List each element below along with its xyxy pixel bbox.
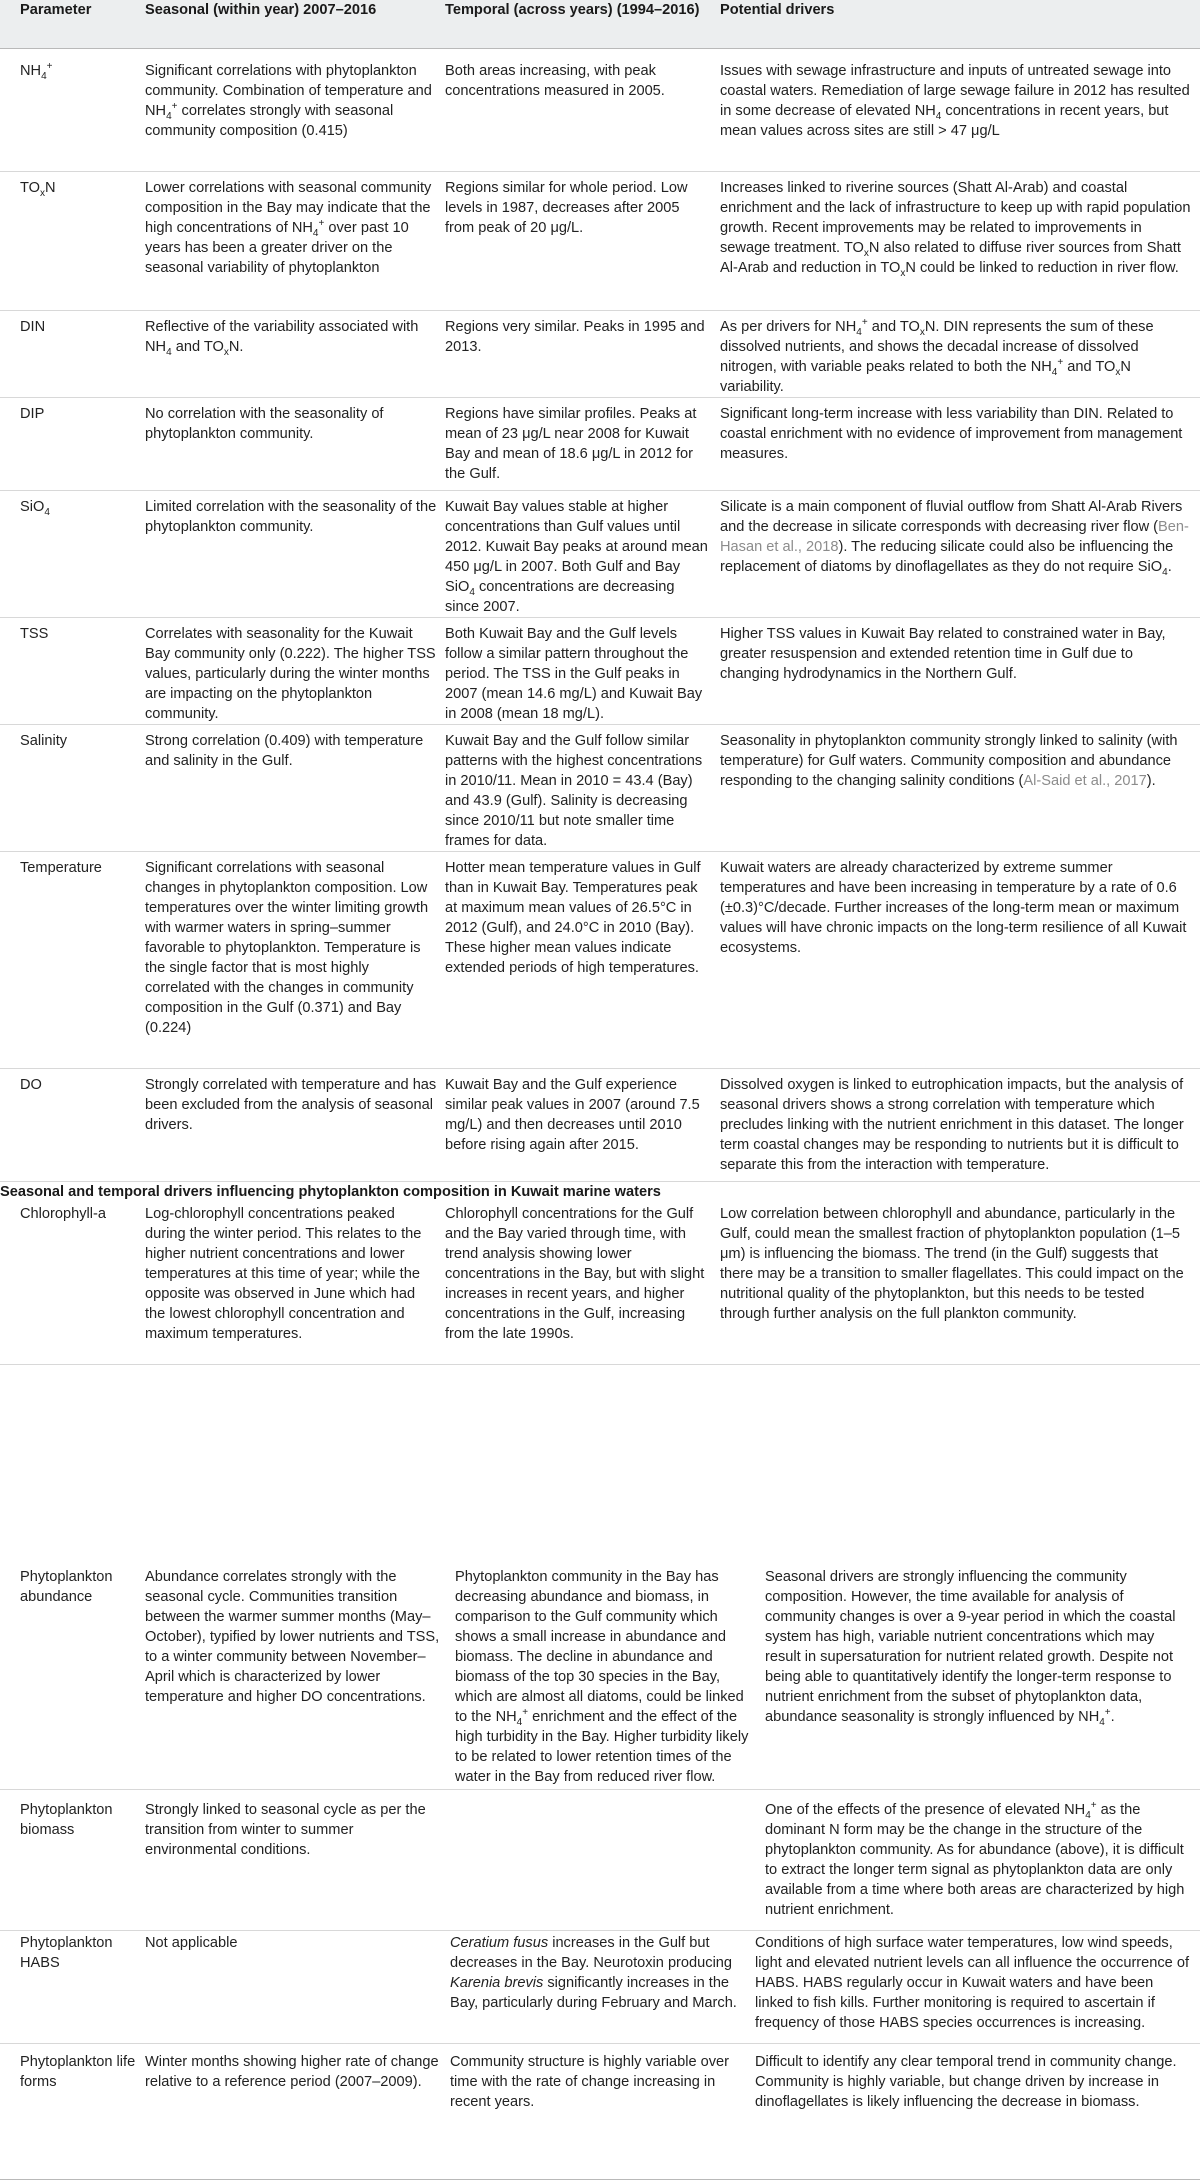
temporal-cell: Kuwait Bay and the Gulf follow similar patterns with the highest concentrations in 2010/11. Mean in 2010 = 43.4 (Bay) and 43.9 (Gulf). Salinity is decreasing since 2010/11 but note smaller time frames for data.	[445, 725, 720, 852]
parameter-cell: DIP	[0, 398, 145, 491]
temporal-cell: Chlorophyll concentrations for the Gulf and the Bay varied through time, with trend analysis showing lower concentrations in the Bay, but with slight increases in recent years, and higher concentrations in the Gulf, increasing from the late 1990s.	[445, 1202, 720, 1365]
table-row	[0, 1555, 1200, 1790]
seasonal-cell: Strongly correlated with temperature and has been excluded from the analysis of seasonal drivers.	[145, 1069, 445, 1182]
seasonal-cell: Strongly linked to seasonal cycle as per the transition from winter to summer environmental conditions.	[145, 1790, 455, 1931]
table-bottom-rule	[0, 2179, 1200, 2180]
drivers-cell: As per drivers for $NH_4^+$ and $TO_xN$. DIN represents the sum of these dissolved nutrients, and shows the decadal increase of dissolved nitrogen, with variable peaks related to both the $NH_4^+$ and $TO_xN$ variability.	[720, 311, 1200, 398]
temporal-cell: Both areas increasing, with peak concentrations measured in 2005.	[445, 49, 720, 172]
header-temporal: Temporal (across years) (1994–2016)	[445, 0, 720, 49]
citation-link[interactable]: Ben-Hasan et al., 2018	[720, 519, 1189, 555]
seasonal-cell: Log-chlorophyll concentrations peaked during the winter period. This relates to the higher nutrient concentrations and lower temperatures at this time of year; while the opposite was observed in June which had the lowest chlorophyll concentration and maximum temperatures.	[145, 1202, 445, 1365]
table-row	[0, 1069, 1200, 1182]
drivers-table-tail	[0, 1925, 1200, 2152]
drivers-cell: Seasonality in phytoplankton community strongly linked to salinity (with temperature) for Gulf waters. Community composition and abundance responding to the changing salinity conditions (Al-Said et al., 2017).	[720, 725, 1200, 852]
table-row	[0, 49, 1200, 172]
parameter-cell: Phytoplankton abundance	[0, 1555, 145, 1790]
temporal-cell: Regions have similar profiles. Peaks at mean of 23 μg/L near 2008 for Kuwait Bay and mean of 18.6 μg/L in 2012 for the Gulf.	[445, 398, 720, 491]
parameter-cell: SiO$_4$	[0, 491, 145, 618]
temporal-cell: Community structure is highly variable over time with the rate of change increasing in recent years.	[450, 2054, 730, 2110]
table-row	[0, 618, 1200, 725]
drivers-cell: Conditions of high surface water temperatures, low wind speeds, light and elevated nutrient levels can all influence the occurrence of HABS. HABS regularly occur in Kuwait waters and have been linked to fish kills. Further monitoring is required to ascertain if frequency of those HABS species occurrences is increasing.	[755, 1925, 1200, 2044]
parameter-cell: Phytoplankton biomass	[0, 1790, 145, 1931]
drivers-cell: Dissolved oxygen is linked to eutrophication impacts, but the analysis of seasonal drivers shows a strong correlation with temperature which precludes linking with the nutrient enrichment in this dataset. The longer term coastal changes may be responding to nutrients but it is difficult to separate this from the interaction with temperature.	[720, 1069, 1200, 1182]
temporal-cell: Regions very similar. Peaks in 1995 and 2013.	[445, 311, 720, 398]
temporal-cell: Regions similar for whole period. Low levels in 1987, decreases after 2005 from peak of 20 μg/L.	[445, 172, 720, 311]
table-row	[0, 311, 1200, 398]
drivers-cell: Difficult to identify any clear temporal trend in community change. Community is highly variable, but change driven by increase in dinoflagellates is likely influencing the decrease in biomass.	[755, 2054, 1177, 2110]
drivers-table-continued	[0, 1555, 1200, 1931]
table-row	[0, 172, 1200, 311]
drivers-cell: Issues with sewage infrastructure and inputs of untreated sewage into coastal waters. Remediation of large sewage failure in 2012 has resulted in some decrease of elevated $NH_4$ concentrations in recent years, but mean values across sites are still > 47 μg/L	[720, 49, 1200, 172]
table-row	[0, 1202, 1200, 1365]
temporal-cell: Ceratium fusus increases in the Gulf but decreases in the Bay. Neurotoxin producing Karenia brevis significantly increases in the Bay, particularly during February and March.	[450, 1925, 755, 2044]
seasonal-cell: Not applicable	[145, 1925, 450, 2044]
drivers-cell: One of the effects of the presence of elevated $NH_4^+$ as the dominant N form may be the change in the structure of the phytoplankton community. As for abundance (above), it is difficult to extract the longer term signal as phytoplankton data are only available from a time where both areas are characterized by high nutrient enrichment.	[765, 1790, 1200, 1931]
header-seasonal: Seasonal (within year) 2007–2016	[145, 0, 445, 49]
parameter-cell: $NH_4^+$	[0, 49, 145, 172]
drivers-cell: Silicate is a main component of fluvial outflow from Shatt Al-Arab Rivers and the decrease in silicate corresponds with decreasing river flow (Ben-Hasan et al., 2018). The reducing silicate could also be influencing the replacement of diatoms by dinoflagellates as they do not require SiO$_4$.	[720, 491, 1200, 618]
table-row	[0, 491, 1200, 618]
drivers-cell: Seasonal drivers are strongly influencing the community composition. However, the time available for analysis of community changes is over a 9-year period in which the coastal system has high, variable nutrient concentrations which may result in supersaturation for nutrient related growth. Despite not being able to quantitatively identify the longer-term response to nutrient enrichment from the subset of phytoplankton data, abundance seasonality is strongly influenced by $NH_4^+$.	[765, 1555, 1200, 1790]
parameter-cell: DO	[0, 1069, 145, 1182]
seasonal-cell: Winter months showing higher rate of change relative to a reference period (2007–2009).	[145, 2054, 439, 2090]
seasonal-cell: Correlates with seasonality for the Kuwait Bay community only (0.222). The higher TSS values, particularly during the winter months are impacting on the phytoplankton community.	[145, 618, 445, 725]
seasonal-cell: Significant correlations with phytoplankton community. Combination of temperature and $NH_4^+$ correlates strongly with seasonal community composition (0.415)	[145, 49, 445, 172]
parameter-cell: Salinity	[0, 725, 145, 852]
parameter-cell: TSS	[0, 618, 145, 725]
table-header-row	[0, 0, 1200, 49]
table-row	[0, 398, 1200, 491]
section-title-row	[0, 1182, 1200, 1203]
parameter-cell: Phytoplankton HABS	[0, 1925, 145, 2044]
drivers-cell: Increases linked to riverine sources (Shatt Al-Arab) and coastal enrichment and the lack of infrastructure to keep up with rapid population growth. Recent improvements may be related to improvements in sewage treatment. $TO_xN$ also related to diffuse river sources from Shatt Al-Arab and reduction in $TO_xN$ could be linked to reduction in river flow.	[720, 172, 1200, 311]
parameter-cell: Phytoplankton life forms	[20, 2054, 136, 2090]
drivers-cell: Kuwait waters are already characterized by extreme summer temperatures and have been increasing in temperature by a rate of 0.6 (±0.3)°C/decade. Further increases of the long-term mean or maximum values will have chronic impacts on the long-term resilience of all Kuwait ecosystems.	[720, 852, 1200, 1069]
header-drivers: Potential drivers	[720, 0, 1200, 49]
table-row	[0, 725, 1200, 852]
parameter-cell: Temperature	[0, 852, 145, 1069]
seasonal-cell: Reflective of the variability associated with $NH_4$ and $TO_xN$.	[145, 311, 445, 398]
header-parameter: Parameter	[0, 0, 145, 49]
parameter-cell: Chlorophyll-a	[0, 1202, 145, 1365]
seasonal-cell: Lower correlations with seasonal community composition in the Bay may indicate that the high concentrations of $NH_4^+$ over past 10 years has been a greater driver on the seasonal variability of phytoplankton	[145, 172, 445, 311]
table-row	[0, 2044, 1200, 2153]
temporal-cell: Kuwait Bay and the Gulf experience similar peak values in 2007 (around 7.5 mg/L) and then decreases until 2010 before rising again after 2015.	[445, 1069, 720, 1182]
seasonal-cell: Limited correlation with the seasonality of the phytoplankton community.	[145, 491, 445, 618]
temporal-cell: Phytoplankton community in the Bay has decreasing abundance and biomass, in comparison to the Gulf community which shows a small increase in abundance and biomass. The decline in abundance and biomass of the top 30 species in the Bay, which are almost all diatoms, could be linked to the $NH_4^+$ enrichment and the effect of the high turbidity in the Bay. Higher turbidity likely to be related to lower retention times of the water in the Bay from reduced river flow.	[455, 1555, 765, 1790]
seasonal-cell: No correlation with the seasonality of phytoplankton community.	[145, 398, 445, 491]
section-title: Seasonal and temporal drivers influencing phytoplankton composition in Kuwait marine waters	[0, 1184, 661, 1200]
citation-link[interactable]: Al-Said et al., 2017	[1023, 773, 1147, 789]
seasonal-cell: Significant correlations with seasonal changes in phytoplankton composition. Low temperatures over the winter limiting growth with warmer waters in spring–summer favorable to phytoplankton. Temperature is the single factor that is most highly correlated with the changes in community composition in the Gulf (0.371) and Bay (0.224)	[145, 852, 445, 1069]
parameter-cell: DIN	[0, 311, 145, 398]
seasonal-cell: Abundance correlates strongly with the seasonal cycle. Communities transition between the warmer summer months (May–October), typified by lower nutrients and TSS, to a winter community between November–April which is characterized by lower temperature and higher DO concentrations.	[145, 1555, 455, 1790]
seasonal-cell: Strong correlation (0.409) with temperature and salinity in the Gulf.	[145, 725, 445, 852]
temporal-cell: Both Kuwait Bay and the Gulf levels follow a similar pattern throughout the period. The TSS in the Gulf peaks in 2007 (mean 14.6 mg/L) and Kuwait Bay in 2008 (mean 18 mg/L).	[445, 618, 720, 725]
drivers-cell: Higher TSS values in Kuwait Bay related to constrained water in Bay, greater resuspension and extended retention time in Gulf due to changing hydrodynamics in the Northern Gulf.	[720, 618, 1200, 725]
table-row	[0, 852, 1200, 1069]
temporal-cell	[455, 1790, 765, 1931]
temporal-cell: Hotter mean temperature values in Gulf than in Kuwait Bay. Temperatures peak at maximum mean values of 26.5°C in 2012 (Gulf), and 24.0°C in 2010 (Bay). These higher mean values indicate extended periods of high temperatures.	[445, 852, 720, 1069]
drivers-cell: Low correlation between chlorophyll and abundance, particularly in the Gulf, could mean the smallest fraction of phytoplankton population (1–5 μm) is influencing the biomass. The trend (in the Gulf) suggests that there may be a transition to smaller flagellates. This could impact on the nutritional quality of the phytoplankton, but this needs to be tested through further analysis on the full plankton community.	[720, 1202, 1200, 1365]
table-row	[0, 1790, 1200, 1931]
temporal-cell: Kuwait Bay values stable at higher concentrations than Gulf values until 2012. Kuwait Bay peaks at around mean 450 μg/L in 2007. Both Gulf and Bay SiO$_4$ concentrations are decreasing since 2007.	[445, 491, 720, 618]
parameter-cell: $TO_xN$	[0, 172, 145, 311]
table-row	[0, 1925, 1200, 2044]
drivers-cell: Significant long-term increase with less variability than DIN. Related to coastal enrichment with no evidence of improvement from management measures.	[720, 398, 1200, 491]
